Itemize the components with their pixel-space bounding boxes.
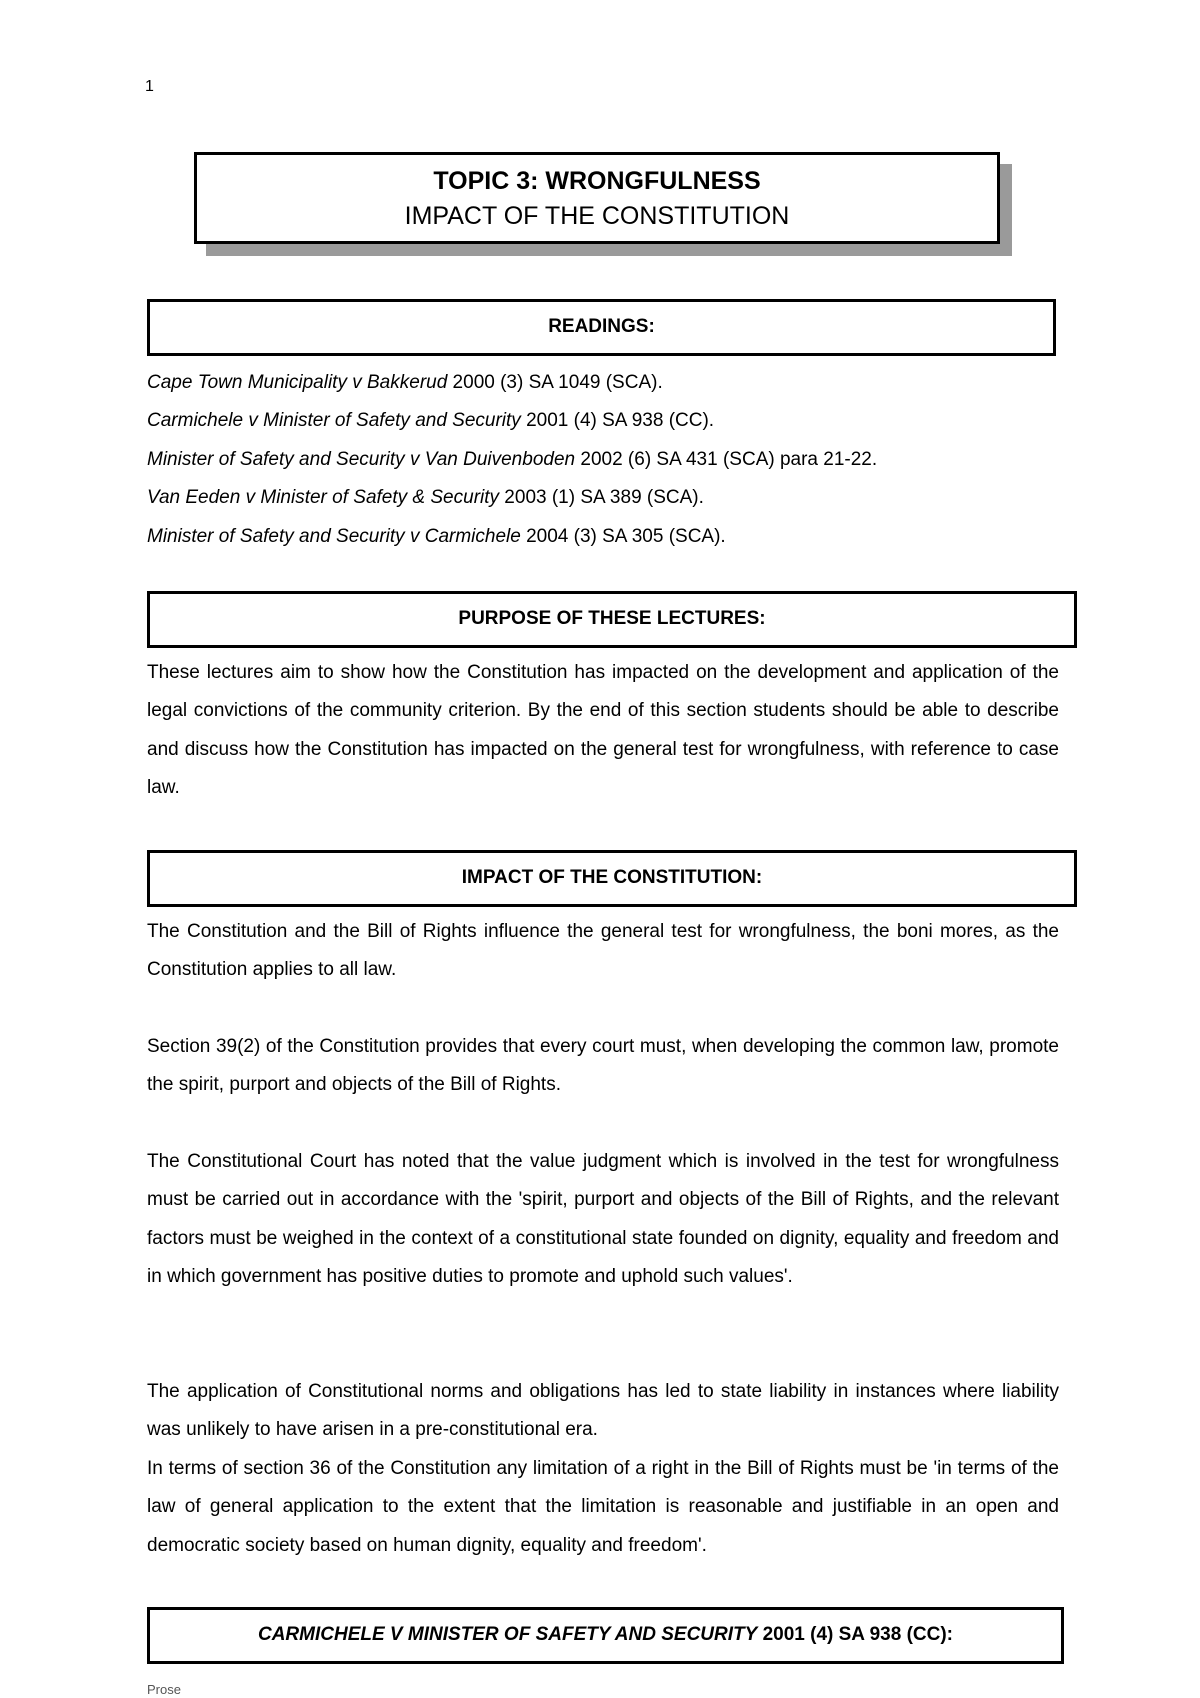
impact-heading: IMPACT OF THE CONSTITUTION: xyxy=(147,850,1077,907)
purpose-heading: PURPOSE OF THESE LECTURES: xyxy=(147,591,1077,648)
impact-paragraph: In terms of section 36 of the Constitution any limitation of a right in the Bill of Rights must be 'in terms of the law of general application to the extent that the limitation is reasonable and justifiable in an open and democratic society based on human dignity, equality and freedom'. xyxy=(147,1458,1059,1556)
topic-subtitle: IMPACT OF THE CONSTITUTION xyxy=(404,202,790,230)
reading-citation: 2003 (1) SA 389 (SCA). xyxy=(499,487,704,509)
readings-heading: READINGS: xyxy=(147,299,1056,356)
reading-citation: 2002 (6) SA 431 (SCA) para 21-22. xyxy=(575,448,878,470)
impact-paragraph: The Constitutional Court has noted that the value judgment which is involved in the test for wrongfulness must be carried out in accordance with the 'spirit, purport and objects of the Bill of Rights, and the relevant factors must be weighed in the context of a constitutional state founded on dignity, equality and freedom and in which government has positive duties to promote and uphold such values'. xyxy=(147,1151,1059,1288)
reading-item xyxy=(147,518,1059,556)
reading-item xyxy=(147,441,1059,479)
carmichele-citation: 2001 (4) SA 938 (CC): xyxy=(757,1624,953,1645)
title-box xyxy=(194,152,1000,244)
purpose-text: These lectures aim to show how the Constitution has impacted on the development and application of the legal convictions of the community criterion. By the end of this section students should be able to describe and discuss how the Constitution has impacted on the general test for wrongfulness, with reference to case law. xyxy=(147,662,1059,799)
impact-paragraph: The Constitution and the Bill of Rights influence the general test for wrongfulness, the boni mores, as the Constitution applies to all law. xyxy=(147,921,1059,981)
reading-case: Minister of Safety and Security v Carmichele xyxy=(147,525,521,547)
reading-item xyxy=(147,364,1059,402)
readings-list xyxy=(147,364,1059,556)
reading-case: Van Eeden v Minister of Safety & Security xyxy=(147,487,500,509)
reading-case: Minister of Safety and Security v Van Duivenboden xyxy=(147,448,576,470)
reading-case: Carmichele v Minister of Safety and Security xyxy=(147,410,521,432)
reading-item xyxy=(147,402,1059,440)
reading-citation: 2000 (3) SA 1049 (SCA). xyxy=(447,372,663,393)
title-banner xyxy=(194,152,1000,244)
carmichele-heading xyxy=(147,1607,1064,1664)
reading-citation: 2004 (3) SA 305 (SCA). xyxy=(520,525,726,547)
impact-paragraph: Section 39(2) of the Constitution provides that every court must, when developing the common law, promote the spirit, purport and objects of the Bill of Rights. xyxy=(147,1036,1059,1096)
reading-case: Cape Town Municipality v Bakkerud xyxy=(147,372,448,393)
topic-title: TOPIC 3: WRONGFULNESS xyxy=(433,167,761,195)
reading-citation: 2001 (4) SA 938 (CC). xyxy=(520,410,715,432)
reading-item xyxy=(147,479,1059,517)
page-number: 1 xyxy=(145,78,154,95)
impact-paragraph: The application of Constitutional norms and obligations has led to state liability in instances where liability was unlikely to have arisen in a pre-constitutional era. xyxy=(147,1381,1059,1441)
carmichele-case: CARMICHELE V MINISTER OF SAFETY AND SECURITY xyxy=(257,1624,758,1645)
footer-text: Prose xyxy=(147,1682,181,1697)
